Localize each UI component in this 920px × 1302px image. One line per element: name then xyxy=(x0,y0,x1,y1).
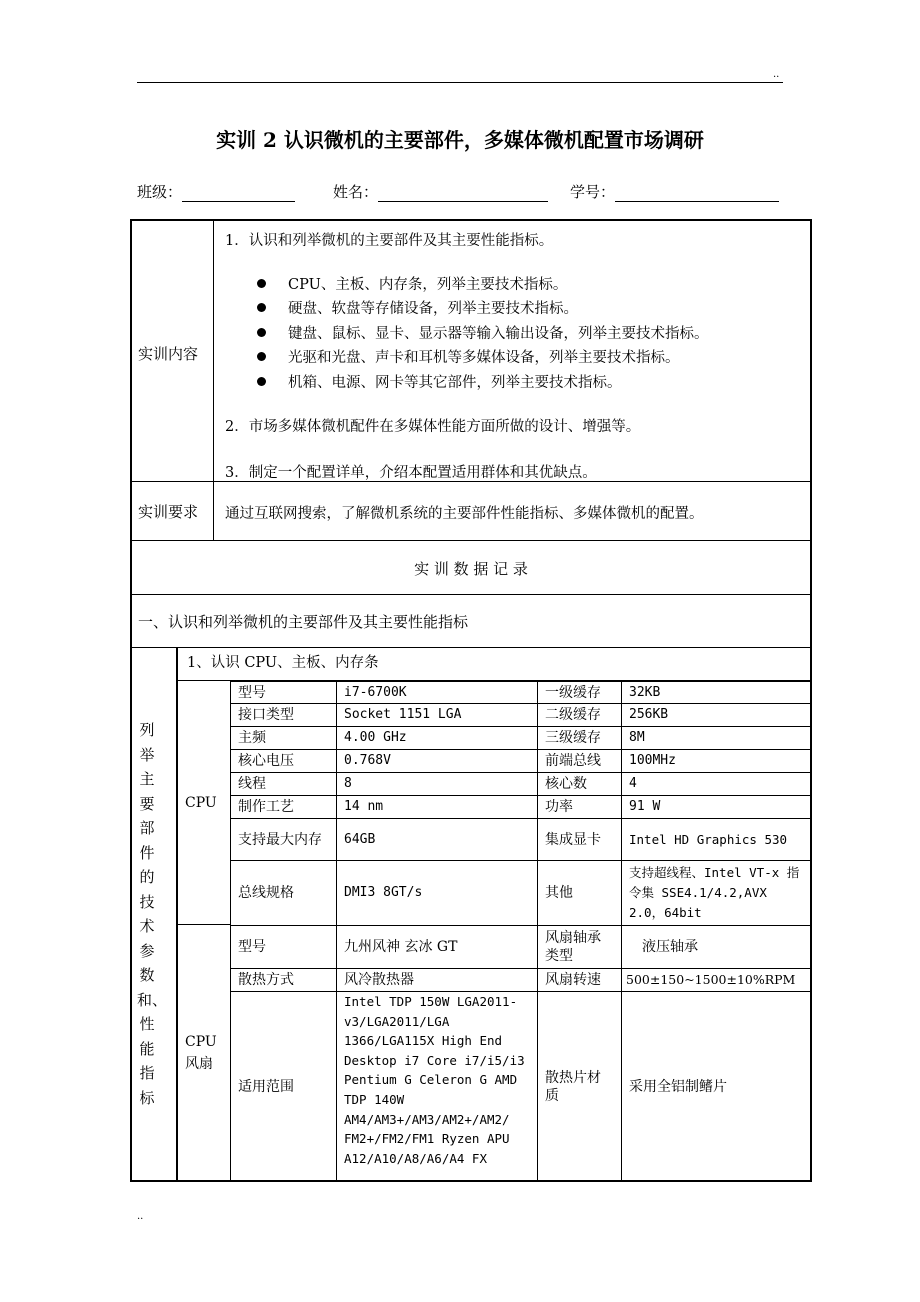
cpu-key: 制作工艺 xyxy=(230,795,337,819)
cpu-value: 8M xyxy=(621,726,811,750)
id-label: 学号： xyxy=(570,183,616,201)
record-row-bottom xyxy=(131,594,811,595)
side-label-char: 主 xyxy=(139,770,155,788)
fan-value: 九州风神 玄冰 GT xyxy=(336,925,538,969)
content-bullets xyxy=(257,271,709,394)
side-label-char: 列 xyxy=(139,721,155,739)
header-rule xyxy=(137,82,783,83)
cpu-key: 核心数 xyxy=(537,772,622,796)
content-label-divider xyxy=(213,220,214,540)
cpu-key: 型号 xyxy=(230,681,337,704)
fan-group-label: CPU 风扇 xyxy=(178,925,231,1181)
bullet-dot-icon xyxy=(257,377,266,386)
requirement-label: 实训要求 xyxy=(138,503,199,521)
cpu-key: 一级缓存 xyxy=(537,681,622,704)
cpu-key: 核心电压 xyxy=(230,749,337,773)
bullet-dot-icon xyxy=(257,352,266,361)
side-label-char: 数 xyxy=(139,966,155,984)
cpu-group-label: CPU xyxy=(178,681,231,925)
class-label: 班级： xyxy=(137,183,183,201)
bullet-item: CPU、主板、内存条，列举主要技术指标。 xyxy=(257,271,709,296)
requirement-row-bottom xyxy=(131,540,811,541)
student-id-field xyxy=(570,181,779,202)
side-label xyxy=(137,718,169,1110)
fan-value: 采用全铝制鳍片 xyxy=(621,991,811,1181)
cpu-value: Intel HD Graphics 530 xyxy=(621,818,811,861)
cpu-value: 256KB xyxy=(621,703,811,727)
cpu-key: 前端总线 xyxy=(537,749,622,773)
side-label-char: 参 xyxy=(139,941,155,960)
content-item-1: 1．认识和列举微机的主要部件及其主要性能指标。 xyxy=(225,233,554,249)
cpu-value: 32KB xyxy=(621,681,811,704)
cpu-key: 接口类型 xyxy=(230,703,337,727)
fan-value: 风冷散热器 xyxy=(336,968,538,992)
fan-value: Intel TDP 150W LGA2011-v3/LGA2011/LGA 1366/LGA115X High End Desktop i7 Core i7/i5/i3 Pentium G Celeron G AMD TDP 140W AM4/AM3+/AM3/AM2+/AM2/ FM2+/FM2/FM1 Ryzen APU A12/A10/A8/A6/A4 FX xyxy=(336,991,538,1181)
cpu-value: 64GB xyxy=(336,818,538,861)
cpu-value: 8 xyxy=(336,772,538,796)
fan-key: 散热方式 xyxy=(230,968,337,992)
side-label-char: 性 xyxy=(139,1015,155,1033)
cpu-value: 0.768V xyxy=(336,749,538,773)
spec-table xyxy=(178,681,811,1181)
side-label-char: 部 xyxy=(139,819,155,837)
cpu-value: 14 nm xyxy=(336,795,538,819)
cpu-key: 支持最大内存 xyxy=(230,818,337,861)
sub-heading-1: 1、认识 CPU、主板、内存条 xyxy=(187,655,379,671)
record-header: 实 训 数 据 记 录 xyxy=(414,560,528,578)
name-label: 姓名： xyxy=(333,183,379,201)
cpu-key: 集成显卡 xyxy=(537,818,622,861)
side-label-char: 要 xyxy=(139,794,155,813)
cpu-value: 91 W xyxy=(621,795,811,819)
id-blank xyxy=(615,185,779,202)
side-label-char: 的 xyxy=(139,868,155,886)
header-dots: .. xyxy=(773,69,780,80)
class-blank xyxy=(182,185,295,202)
fan-key: 风扇轴承类型 xyxy=(537,925,622,969)
side-label-char: 指 xyxy=(139,1064,155,1082)
document-title: 实训 2 认识微机的主要部件，多媒体微机配置市场调研 xyxy=(216,128,704,152)
side-label-char: 标 xyxy=(139,1088,155,1107)
name-field xyxy=(333,181,548,202)
side-label-char: 术 xyxy=(139,917,155,935)
section-1-heading: 一、认识和列举微机的主要部件及其主要性能指标 xyxy=(138,613,469,631)
section-row-bottom xyxy=(131,647,811,648)
fan-key: 风扇转速 xyxy=(537,968,622,992)
cpu-value: 支持超线程、Intel VT-x 指令集 SSE4.1/4.2,AVX 2.0，64bit xyxy=(621,860,811,926)
content-item-2: 2．市场多媒体微机配件在多媒体性能方面所做的设计、增强等。 xyxy=(225,419,641,435)
side-label-char: 举 xyxy=(139,745,155,764)
bullet-item: 光驱和光盘、声卡和耳机等多媒体设备，列举主要技术指标。 xyxy=(257,345,709,370)
side-label-char: 技 xyxy=(139,892,155,911)
fan-value: 500±150~1500±10%RPM xyxy=(621,968,811,992)
fan-key: 适用范围 xyxy=(230,991,337,1181)
cpu-key: 其他 xyxy=(537,860,622,926)
content-label: 实训内容 xyxy=(138,345,199,363)
cpu-value: DMI3 8GT/s xyxy=(336,860,538,926)
fan-key: 型号 xyxy=(230,925,337,969)
bullet-dot-icon xyxy=(257,328,266,337)
bullet-dot-icon xyxy=(257,279,266,288)
class-field xyxy=(137,181,295,202)
cpu-value: 100MHz xyxy=(621,749,811,773)
bullet-item: 机箱、电源、网卡等其它部件，列举主要技术指标。 xyxy=(257,369,709,394)
cpu-value: 4 xyxy=(621,772,811,796)
cpu-value: Socket 1151 LGA xyxy=(336,703,538,727)
side-label-char: 和、 xyxy=(137,990,168,1009)
cpu-key: 总线规格 xyxy=(230,860,337,926)
cpu-key: 三级缓存 xyxy=(537,726,622,750)
cpu-key: 主频 xyxy=(230,726,337,750)
side-label-char: 件 xyxy=(139,843,155,862)
cpu-key: 线程 xyxy=(230,772,337,796)
content-item-3: 3．制定一个配置详单，介绍本配置适用群体和其优缺点。 xyxy=(225,465,597,481)
bullet-item: 硬盘、软盘等存储设备，列举主要技术指标。 xyxy=(257,296,709,321)
footer-dots: .. xyxy=(137,1211,144,1222)
bullet-dot-icon xyxy=(257,303,266,312)
name-blank xyxy=(378,185,548,202)
cpu-value: 4.00 GHz xyxy=(336,726,538,750)
fan-value: 液压轴承 xyxy=(621,925,811,969)
bullet-item: 键盘、鼠标、显卡、显示器等输入输出设备，列举主要技术指标。 xyxy=(257,320,709,345)
cpu-key: 功率 xyxy=(537,795,622,819)
cpu-key: 二级缓存 xyxy=(537,703,622,727)
cpu-value: i7-6700K xyxy=(336,681,538,704)
requirement-text: 通过互联网搜索，了解微机系统的主要部件性能指标、多媒体微机的配置。 xyxy=(225,506,704,522)
side-label-char: 能 xyxy=(139,1039,155,1058)
fan-key: 散热片材质 xyxy=(537,991,622,1181)
